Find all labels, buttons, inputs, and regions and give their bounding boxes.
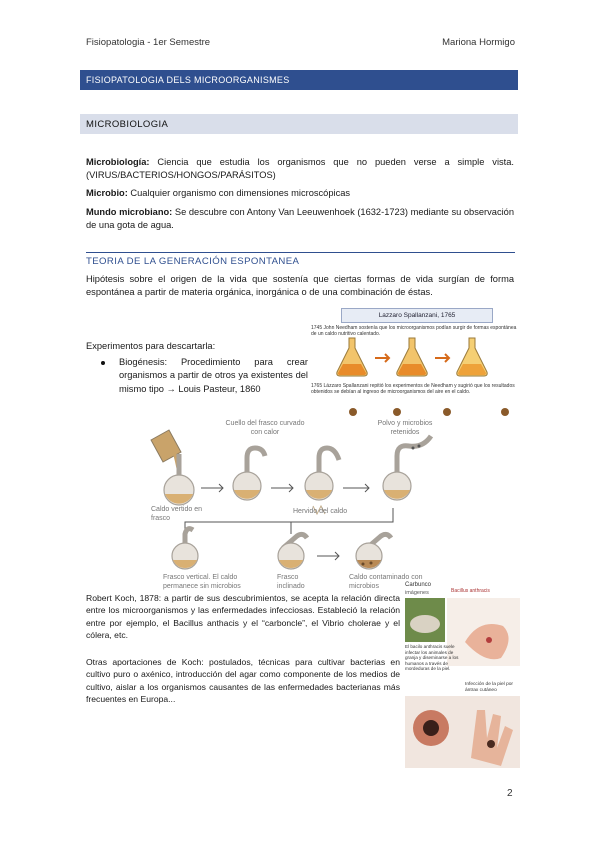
flask-icon: [172, 529, 198, 569]
term: Microbiología:: [86, 157, 150, 167]
definition-text: Se descubre con Antony Van Leeuwenhoek (1632-1723) mediante su observación de una gota de agua.: [86, 207, 514, 231]
flask-icon: [356, 534, 391, 569]
definition-text: Cualquier organismo con dimensiones microscópicas: [127, 188, 351, 198]
arrow-icon: [343, 484, 369, 492]
arrow-icon: [201, 484, 223, 492]
header-left: Fisiopatologia - 1er Semestre: [86, 37, 211, 48]
carbunco-figure: [405, 582, 520, 768]
section-divider: [86, 252, 515, 253]
label-boiled: Hervido del caldo: [293, 508, 348, 515]
figure-line-1: 1745 John Needham sostenía que los microorganismos podían surgir de formas espontánea de un caldo nutritivo calentado.: [311, 325, 517, 338]
definition-microbiologia: [86, 156, 514, 183]
theory-title: TEORIA DE LA GENERACIÓN ESPONTANEA: [86, 256, 300, 267]
spallanzani-figure: [311, 306, 520, 418]
koch-paragraph-1: Robert Koch, 1878: a partir de sus descubrimientos, se acepta la relación directa entre los microorganismos y las enfermedades infecciosas. Estableció la relación entre por ejemplo, el Bacillus anthacis y el “carboncle”, el Vibrio cholerae y el cólera, etc.: [86, 593, 400, 641]
section-title: FISIOPATOLOGIA DELS MICROORGANISMES: [80, 70, 518, 90]
label-side: El bacilo anthracis suele infectar los animales de granja y diseminarse a los humanos a través de mordeduras de la piel.: [405, 644, 459, 672]
pasteur-experiment-figure: [143, 418, 468, 590]
theory-text: Hipótesis sobre el origen de la vida que sostenía que ciertas formas de vida surgían de forma espontánea a partir de materia orgánica, inorgánica o de una combinación de éstas.: [86, 274, 514, 298]
definition-microbio: [86, 187, 514, 200]
flask-row-illustration: [347, 406, 517, 418]
label-neck: Cuello del frasco curvado con calor: [225, 420, 305, 436]
koch-paragraph-2: Otras aportaciones de Koch: postulados, técnicas para cultivar bacterias en cultivo puro o axénico, introducción del agar como componente de los medios de cultivo, aislar a los organismos causantes de las enfermedades bacterianas más frecuentes en Europa...: [86, 657, 400, 705]
label-tilted: Frasco inclinado: [277, 574, 305, 590]
label-contaminated: Caldo contaminado con microbios: [349, 574, 423, 590]
arrow-icon: [375, 354, 389, 362]
label-poured: Caldo vertido en frasco: [151, 506, 202, 522]
header-right: Mariona Hormigo: [442, 37, 515, 48]
page-number: 2: [507, 788, 513, 799]
flask-icon: [397, 338, 427, 376]
definition-text: Ciencia que estudia los organismos que no pueden verse a simple vista. (VIRUS/BACTERIOS/HONGOS/PARÁSITOS): [86, 157, 514, 181]
subsection-title: MICROBIOLOGIA: [80, 114, 518, 134]
needham-flasks-illustration: [331, 336, 511, 378]
caption-sub: imágenes: [405, 590, 429, 596]
experiments-intro: Experimentos para descartarla:: [86, 341, 216, 351]
definition-mundo-microbiano: [86, 206, 514, 233]
figure-title: Lazzaro Spallanzani, 1765: [341, 308, 493, 323]
flask-icon: [305, 448, 339, 514]
pasteur-flasks-illustration: [143, 418, 468, 590]
flask-icon: [337, 338, 367, 376]
label-skin: Infección de la piel por ántrax cutáneo: [465, 682, 513, 693]
flask-icon: [383, 436, 431, 500]
arrow-icon: [271, 484, 293, 492]
flask-icon: [164, 454, 194, 505]
bullet-marker: [101, 361, 105, 365]
label-bacilli: Bacillus anthracis: [451, 588, 490, 594]
figure-line-2: 1765 Lázzaro Spallanzani repitió los experimentos de Needham y sugirió que los resultados obtenidos se debían al ingreso de microorganismos del aire en el caldo.: [311, 383, 515, 396]
bullet-biogenesis: Biogénesis: Procedimiento para crear organismos a partir de otros ya existentes del mismo tipo → Louis Pasteur, 1860: [119, 357, 308, 394]
label-vertical: Frasco vertical. El caldo permanece sin microbios: [163, 574, 241, 590]
term: Microbio:: [86, 188, 128, 198]
flask-icon: [457, 338, 487, 376]
flask-icon: [278, 534, 307, 569]
flask-icon: [233, 448, 265, 500]
caption-title: Carbunco: [405, 582, 432, 588]
arrow-icon: [435, 354, 449, 362]
arrow-icon: [317, 552, 339, 560]
label-dust: Polvo y microbios retenidos: [377, 420, 433, 436]
term: Mundo microbiano:: [86, 207, 173, 217]
